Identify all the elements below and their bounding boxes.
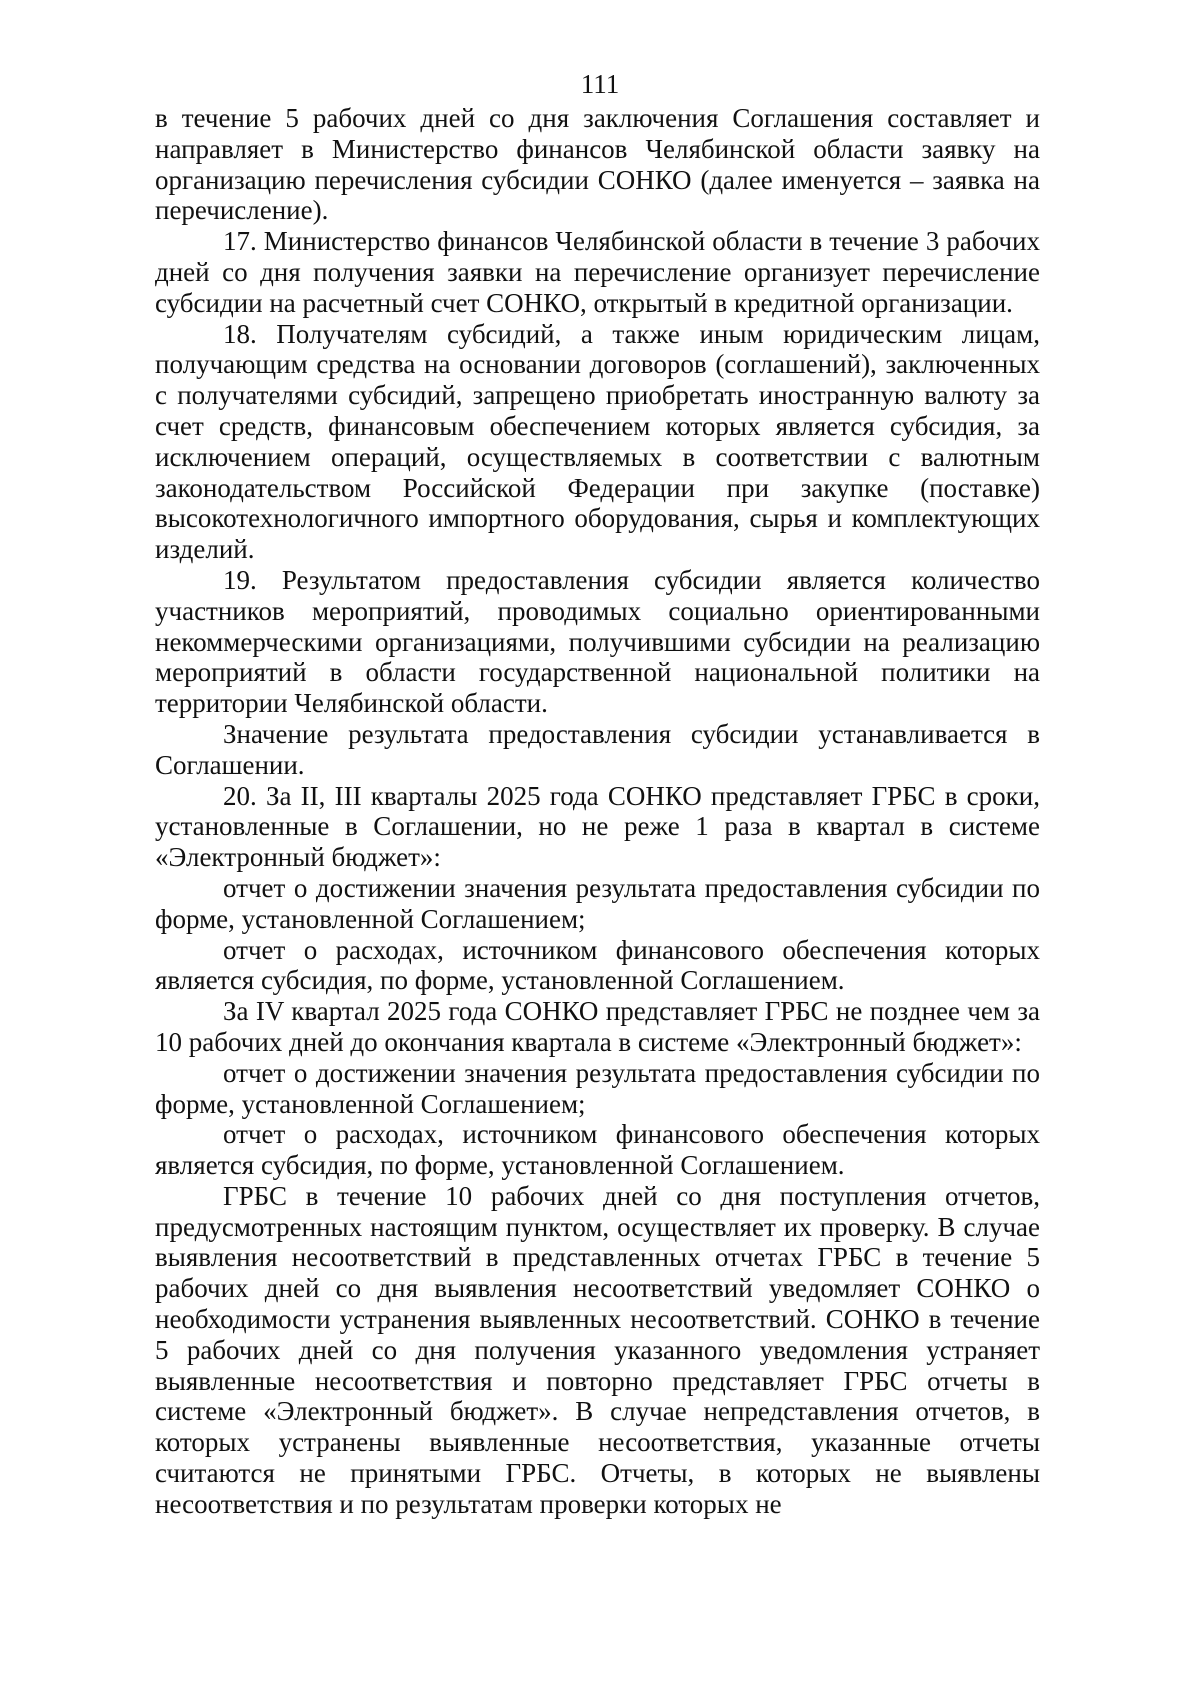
page-number: 111 [580, 69, 620, 99]
paragraph-result-value: Значение результата предоставления субсидии устанавливается в Соглашении. [155, 718, 1040, 780]
paragraph-report-expenses-q4: отчет о расходах, источником финансового обеспечения которых является субсидия, по форме, установленной Соглашением. [155, 1119, 1040, 1181]
document-body [155, 103, 1040, 1520]
paragraph-continuation: в течение 5 рабочих дней со дня заключения Соглашения составляет и направляет в Министерство финансов Челябинской области заявку на организацию перечисления субсидии СОНКО (далее именуется – заявка на перечисление). [155, 103, 1040, 226]
paragraph-q4: За IV квартал 2025 года СОНКО представляет ГРБС не позднее чем за 10 рабочих дней до окончания квартала в системе «Электронный бюджет»: [155, 996, 1040, 1057]
paragraph-review: ГРБС в течение 10 рабочих дней со дня поступления отчетов, предусмотренных настоящим пунктом, осуществляет их проверку. В случае выявления несоответствий в представленных отчетах ГРБС в течение 5 рабочих дней со дня выявления несоответствий уведомляет СОНКО о необходимости устранения выявленных несоответствий. СОНКО в течение 5 рабочих дней со дня получения указанного уведомления устраняет выявленные несоответствия и повторно представляет ГРБС отчеты в системе «Электронный бюджет». В случае непредставления отчетов, в которых устранены выявленные несоответствия, указанные отчеты считаются не принятыми ГРБС. Отчеты, в которых не выявлены несоответствия и по результатам проверки которых не [155, 1180, 1040, 1519]
paragraph-item-17: 17. Министерство финансов Челябинской области в течение 3 рабочих дней со дня получения заявки на перечисление организует перечисление субсидии на расчетный счет СОНКО, открытый в кредитной организации. [155, 226, 1040, 318]
paragraph-report-achievement-q4: отчет о достижении значения результата предоставления субсидии по форме, установленной Соглашением; [155, 1057, 1040, 1119]
paragraph-report-achievement: отчет о достижении значения результата предоставления субсидии по форме, установленной Соглашением; [155, 872, 1040, 934]
paragraph-item-18: 18. Получателям субсидий, а также иным юридическим лицам, получающим средства на основании договоров (соглашений), заключенных с получателями субсидий, запрещено приобретать иностранную валюту за счет средств, финансовым обеспечением которых является субсидия, за исключением операций, осуществляемых в соответствии с валютным законодательством Российской Федерации при закупке (поставке) высокотехнологичного импортного оборудования, сырья и комплектующих изделий. [155, 318, 1040, 565]
paragraph-report-expenses: отчет о расходах, источником финансового обеспечения которых является субсидия, по форме, установленной Соглашением. [155, 934, 1040, 996]
paragraph-item-20: 20. За II, III кварталы 2025 года СОНКО представляет ГРБС в сроки, установленные в Соглашении, но не реже 1 раза в квартал в системе «Электронный бюджет»: [155, 780, 1040, 873]
paragraph-item-19: 19. Результатом предоставления субсидии является количество участников мероприятий, проводимых социально ориентированными некоммерческими организациями, получившими субсидии на реализацию мероприятий в области государственной национальной политики на территории Челябинской области. [155, 564, 1040, 719]
